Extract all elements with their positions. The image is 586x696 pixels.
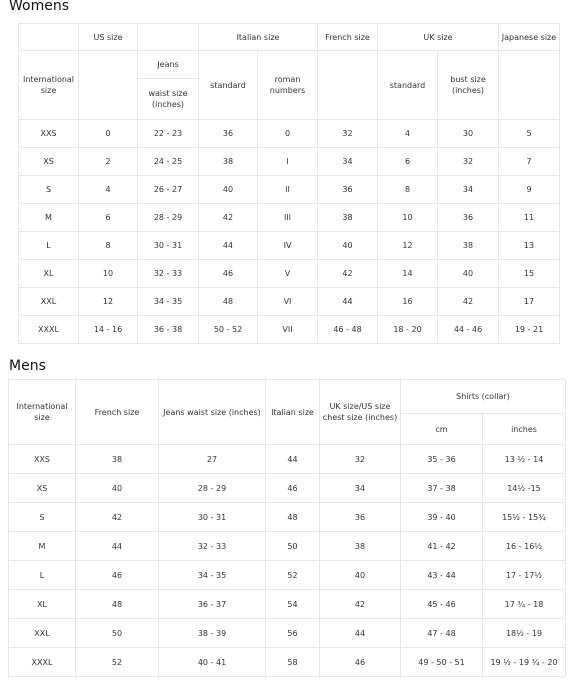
table-cell: 7 <box>499 148 560 176</box>
table-cell: 36 <box>320 503 401 532</box>
header-italian-size: Italian size <box>266 380 320 445</box>
table-cell: 2 <box>79 148 138 176</box>
table-cell: 52 <box>76 648 159 677</box>
table-cell: S <box>19 176 79 204</box>
table-cell: 46 <box>266 474 320 503</box>
table-cell: 17 ¾ - 18 <box>483 590 566 619</box>
table-cell: 49 - 50 - 51 <box>401 648 483 677</box>
table-cell: 41 - 42 <box>401 532 483 561</box>
table-cell: S <box>9 503 76 532</box>
header-uk-us-chest: UK size/US size chest size (inches) <box>320 380 401 445</box>
table-cell: L <box>9 561 76 590</box>
mens-size-table <box>8 379 566 677</box>
table-cell: 8 <box>79 232 138 260</box>
table-cell: 4 <box>79 176 138 204</box>
mens-heading: Mens <box>9 358 46 374</box>
table-cell: 44 <box>266 445 320 474</box>
table-cell: 9 <box>499 176 560 204</box>
header-japanese-size: Japanese size <box>499 24 560 51</box>
table-cell: 38 - 39 <box>159 619 266 648</box>
table-cell: IV <box>258 232 318 260</box>
table-cell: 14 <box>378 260 438 288</box>
header-us-size: US size <box>79 24 138 51</box>
table-cell: 38 <box>199 148 258 176</box>
table-cell: 50 <box>266 532 320 561</box>
header-uk-bust: bust size (inches) <box>438 51 499 120</box>
table-cell: 16 <box>378 288 438 316</box>
table-cell: 40 - 41 <box>159 648 266 677</box>
table-row <box>19 204 560 232</box>
table-row <box>9 648 566 677</box>
table-cell: 47 - 48 <box>401 619 483 648</box>
header-shirts-inches: inches <box>483 414 566 445</box>
header-international-size: International size <box>19 51 79 120</box>
table-cell: XXS <box>19 120 79 148</box>
table-row <box>9 474 566 503</box>
table-cell: 42 <box>318 260 378 288</box>
table-cell: 18 - 20 <box>378 316 438 344</box>
table-cell: 52 <box>266 561 320 590</box>
table-cell: 34 <box>438 176 499 204</box>
table-cell: 43 - 44 <box>401 561 483 590</box>
table-cell: 15½ - 15¾ <box>483 503 566 532</box>
table-cell: 40 <box>76 474 159 503</box>
table-cell: 13 ½ - 14 <box>483 445 566 474</box>
table-cell: 32 - 33 <box>138 260 199 288</box>
table-cell: 0 <box>258 120 318 148</box>
table-cell: XL <box>9 590 76 619</box>
table-cell: II <box>258 176 318 204</box>
header-shirts-collar: Shirts (collar) <box>401 380 566 414</box>
table-cell: 14½ -15 <box>483 474 566 503</box>
table-cell: 40 <box>318 232 378 260</box>
table-cell: 46 <box>76 561 159 590</box>
table-cell: 56 <box>266 619 320 648</box>
womens-size-table <box>18 23 560 344</box>
table-cell: 18½ - 19 <box>483 619 566 648</box>
table-cell: M <box>9 532 76 561</box>
table-cell: 16 - 16½ <box>483 532 566 561</box>
table-cell: 32 <box>438 148 499 176</box>
header-uk-size: UK size <box>378 24 499 51</box>
table-cell: 44 <box>318 288 378 316</box>
table-cell: I <box>258 148 318 176</box>
header-international-size: International size <box>9 380 76 445</box>
header-jeans-waist: waist size (inches) <box>138 79 199 120</box>
table-cell: 14 - 16 <box>79 316 138 344</box>
table-cell: 37 - 38 <box>401 474 483 503</box>
table-cell: 44 <box>199 232 258 260</box>
table-cell: 32 <box>318 120 378 148</box>
table-cell: XXXL <box>19 316 79 344</box>
header-italian-size: Italian size <box>199 24 318 51</box>
header-jeans-waist: Jeans waist size (inches) <box>159 380 266 445</box>
table-row <box>9 619 566 648</box>
header-cell-empty <box>138 24 199 51</box>
table-cell: 12 <box>378 232 438 260</box>
table-cell: 28 - 29 <box>159 474 266 503</box>
table-cell: 48 <box>266 503 320 532</box>
table-cell: 30 - 31 <box>159 503 266 532</box>
table-row <box>9 532 566 561</box>
header-cell-empty <box>79 51 138 120</box>
table-row <box>9 561 566 590</box>
table-cell: 58 <box>266 648 320 677</box>
header-italian-roman: roman numbers <box>258 51 318 120</box>
table-cell: 5 <box>499 120 560 148</box>
table-cell: 42 <box>438 288 499 316</box>
table-cell: 44 <box>320 619 401 648</box>
table-row <box>9 503 566 532</box>
table-cell: 45 - 46 <box>401 590 483 619</box>
header-french-size: French size <box>76 380 159 445</box>
table-cell: 48 <box>199 288 258 316</box>
table-cell: V <box>258 260 318 288</box>
table-cell: XXS <box>9 445 76 474</box>
table-cell: 38 <box>76 445 159 474</box>
table-row <box>9 590 566 619</box>
table-row <box>19 120 560 148</box>
table-cell: 6 <box>378 148 438 176</box>
table-cell: 38 <box>320 532 401 561</box>
table-cell: 10 <box>378 204 438 232</box>
table-row <box>19 148 560 176</box>
table-cell: 8 <box>378 176 438 204</box>
table-cell: 42 <box>76 503 159 532</box>
table-cell: 54 <box>266 590 320 619</box>
table-cell: 11 <box>499 204 560 232</box>
table-cell: 34 <box>320 474 401 503</box>
table-cell: XXXL <box>9 648 76 677</box>
header-shirts-cm: cm <box>401 414 483 445</box>
header-jeans: Jeans <box>138 51 199 79</box>
table-cell: 32 - 33 <box>159 532 266 561</box>
table-cell: VII <box>258 316 318 344</box>
table-cell: 17 <box>499 288 560 316</box>
table-cell: 48 <box>76 590 159 619</box>
table-cell: 36 <box>318 176 378 204</box>
table-cell: 34 <box>318 148 378 176</box>
table-cell: 24 - 25 <box>138 148 199 176</box>
table-cell: 17 - 17½ <box>483 561 566 590</box>
table-cell: L <box>19 232 79 260</box>
table-cell: 44 - 46 <box>438 316 499 344</box>
table-cell: 4 <box>378 120 438 148</box>
table-cell: 27 <box>159 445 266 474</box>
table-cell: 19 - 21 <box>499 316 560 344</box>
table-row <box>19 176 560 204</box>
table-cell: 40 <box>438 260 499 288</box>
table-cell: 10 <box>79 260 138 288</box>
header-french-size: French size <box>318 24 378 51</box>
table-cell: 15 <box>499 260 560 288</box>
header-cell-empty <box>318 51 378 120</box>
table-cell: 39 - 40 <box>401 503 483 532</box>
header-italian-standard: standard <box>199 51 258 120</box>
table-cell: 42 <box>320 590 401 619</box>
table-cell: 0 <box>79 120 138 148</box>
table-cell: 34 - 35 <box>138 288 199 316</box>
table-cell: 46 - 48 <box>318 316 378 344</box>
table-cell: M <box>19 204 79 232</box>
table-cell: XXL <box>19 288 79 316</box>
header-cell-empty <box>499 51 560 120</box>
womens-heading: Womens <box>9 0 70 14</box>
table-cell: XL <box>19 260 79 288</box>
table-cell: XXL <box>9 619 76 648</box>
table-row <box>19 288 560 316</box>
table-cell: 46 <box>199 260 258 288</box>
table-cell: XS <box>19 148 79 176</box>
table-cell: 36 <box>438 204 499 232</box>
table-cell: 6 <box>79 204 138 232</box>
table-cell: III <box>258 204 318 232</box>
table-row <box>19 232 560 260</box>
table-cell: VI <box>258 288 318 316</box>
table-cell: 46 <box>320 648 401 677</box>
table-row <box>9 445 566 474</box>
table-cell: 44 <box>76 532 159 561</box>
header-cell-empty <box>19 24 79 51</box>
table-cell: 22 - 23 <box>138 120 199 148</box>
table-cell: 38 <box>438 232 499 260</box>
table-cell: 36 - 37 <box>159 590 266 619</box>
table-cell: 42 <box>199 204 258 232</box>
table-cell: 19 ½ - 19 ¾ - 20 <box>483 648 566 677</box>
table-cell: 36 <box>199 120 258 148</box>
table-cell: 30 <box>438 120 499 148</box>
header-uk-standard: standard <box>378 51 438 120</box>
table-cell: 28 - 29 <box>138 204 199 232</box>
table-cell: 12 <box>79 288 138 316</box>
table-cell: 40 <box>320 561 401 590</box>
table-row <box>19 316 560 344</box>
table-cell: 35 - 36 <box>401 445 483 474</box>
table-cell: 36 - 38 <box>138 316 199 344</box>
table-cell: 32 <box>320 445 401 474</box>
table-row <box>19 260 560 288</box>
table-cell: 26 - 27 <box>138 176 199 204</box>
table-cell: 50 <box>76 619 159 648</box>
table-cell: 34 - 35 <box>159 561 266 590</box>
table-cell: 13 <box>499 232 560 260</box>
table-cell: 40 <box>199 176 258 204</box>
table-cell: 50 - 52 <box>199 316 258 344</box>
table-cell: XS <box>9 474 76 503</box>
table-cell: 38 <box>318 204 378 232</box>
table-cell: 30 - 31 <box>138 232 199 260</box>
